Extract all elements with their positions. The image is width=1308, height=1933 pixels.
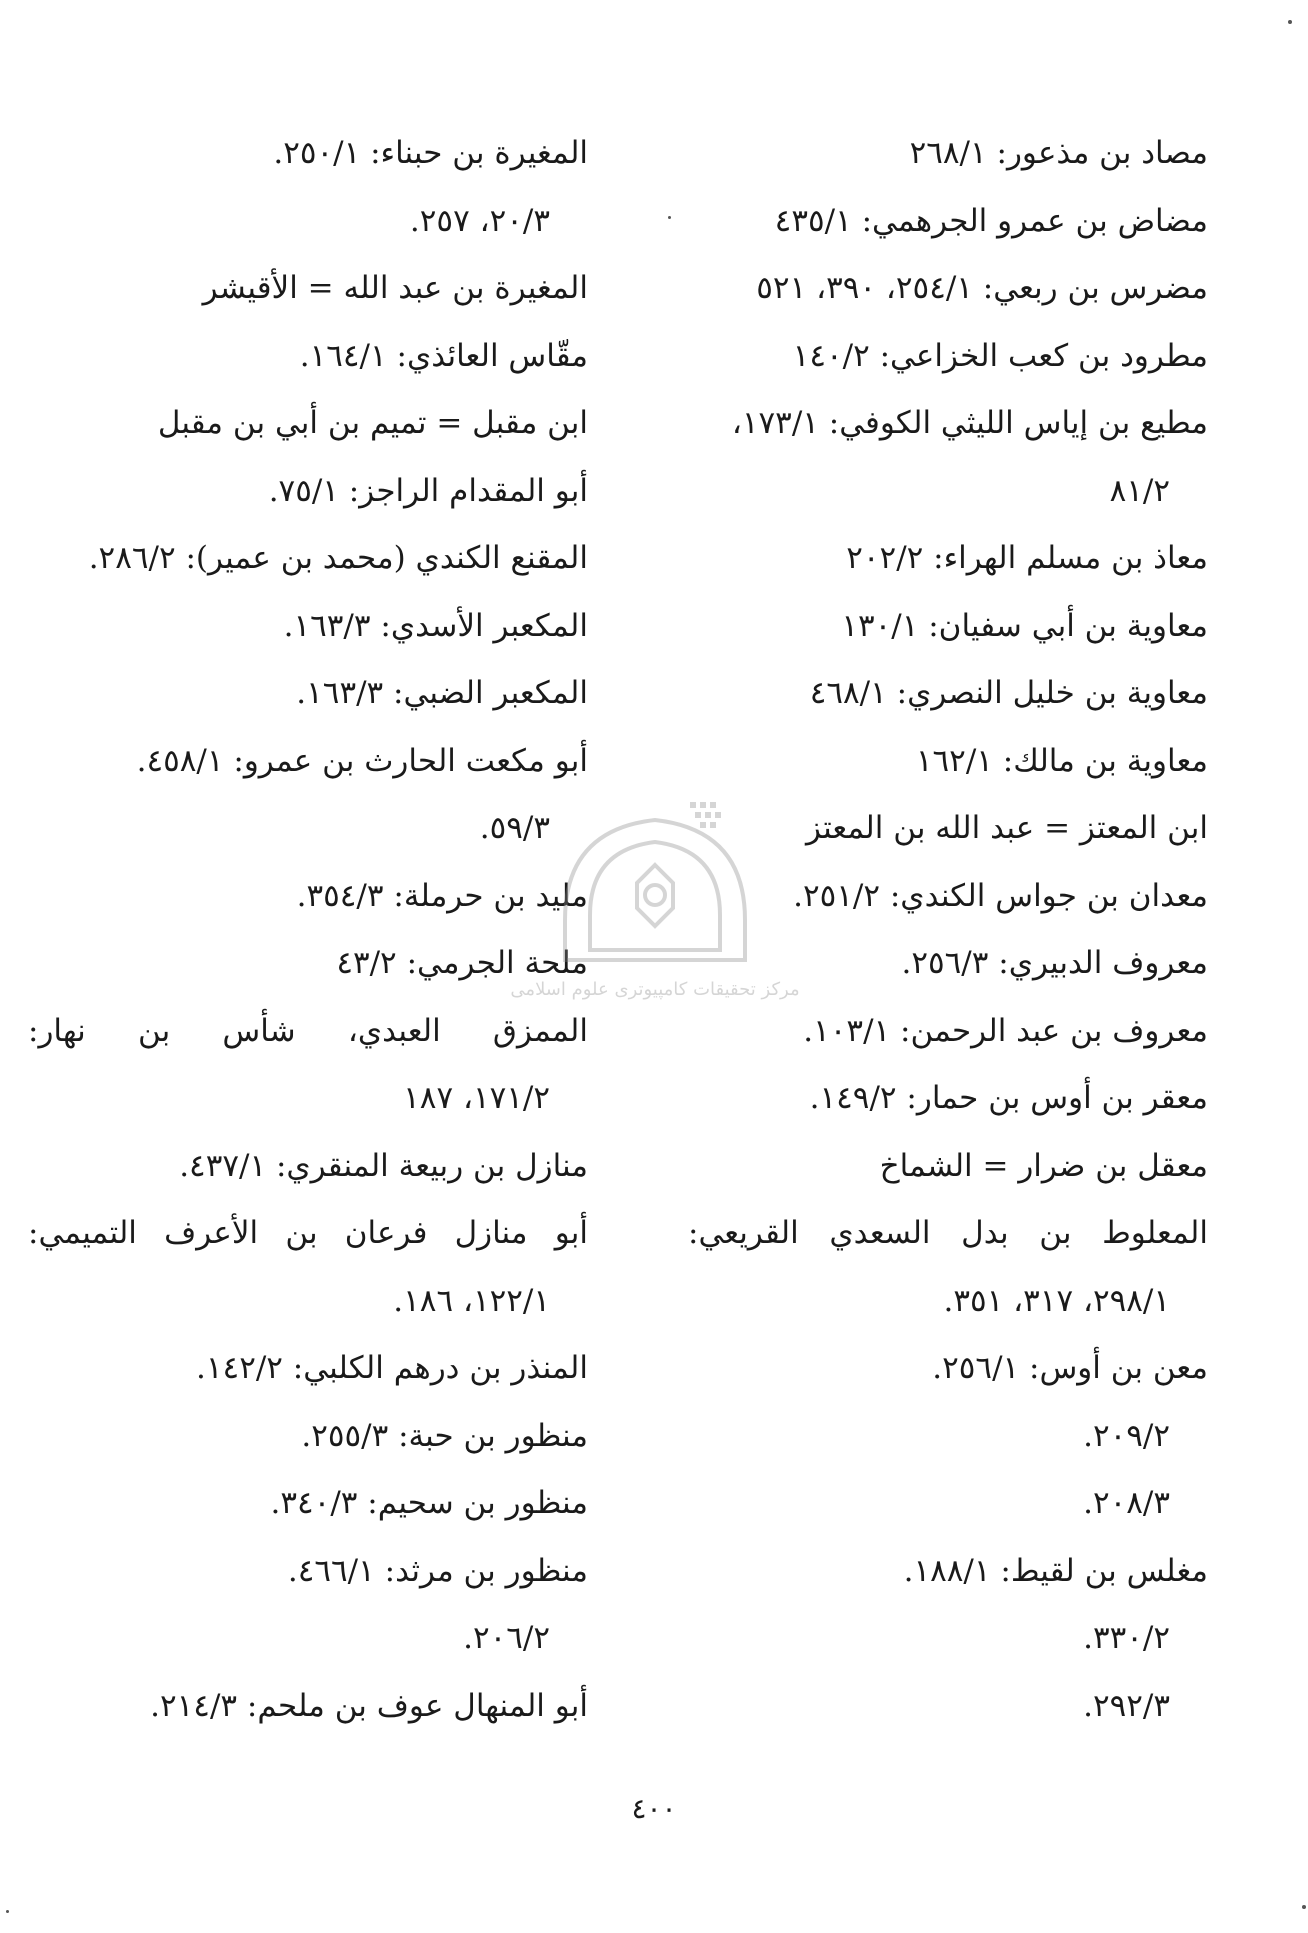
index-entry: ٢٠/٣، ٢٥٧. (409, 202, 550, 239)
index-entry: أبو المنهال عوف بن ملحم: ٢١٤/٣. (150, 1687, 588, 1724)
index-entry: ١٧١/٢، ١٨٧ (403, 1080, 550, 1116)
index-entry: منظور بن سحيم: ٣٤٠/٣. (270, 1485, 588, 1521)
index-entry: مغلس بن لقيط: ١٨٨/١. (903, 1552, 1208, 1589)
index-entry: المعلوط بن بدل السعدي القريعي: (688, 1215, 1208, 1251)
index-entry: الممزق العبدي، شأس بن نهار: (28, 1012, 588, 1049)
index-entry: مصاد بن مذعور: ٢٦٨/١ (909, 135, 1208, 171)
index-entry: مطرود بن كعب الخزاعي: ١٤٠/٢ (792, 337, 1208, 374)
index-entry: ٢٠٦/٢. (463, 1620, 550, 1656)
index-entry: أبو المقدام الراجز: ٧٥/١. (268, 472, 588, 509)
index-entry: منظور بن مرثد: ٤٦٦/١. (287, 1552, 588, 1589)
index-entry: المقنع الكندي (محمد بن عمير): ٢٨٦/٢. (88, 540, 588, 576)
index-entry: المنذر بن درهم الكلبي: ١٤٢/٢. (196, 1350, 588, 1386)
index-entry: معقر بن أوس بن حمار: ١٤٩/٢. (809, 1080, 1208, 1116)
index-entry: ٢٠٩/٢. (1083, 1417, 1170, 1454)
index-entry: معروف بن عبد الرحمن: ١٠٣/١. (803, 1012, 1208, 1049)
index-entry: المغيرة بن عبد الله = الأقيشر (202, 270, 588, 306)
index-entry: مطيع بن إياس الليثي الكوفي: ١٧٣/١، (731, 405, 1208, 441)
index-entry: منظور بن حبة: ٢٥٥/٣. (301, 1417, 588, 1454)
index-entry: معاوية بن مالك: ١٦٢/١ (915, 742, 1208, 779)
index-entry: ٣٣٠/٢. (1083, 1620, 1170, 1656)
scan-speck (668, 216, 671, 219)
index-entry: ابن مقبل = تميم بن أبي بن مقبل (157, 405, 588, 441)
index-entry: أبو منازل فرعان بن الأعرف التميمي: (28, 1215, 588, 1251)
index-entry: ٥٩/٣. (479, 810, 550, 846)
index-entry: المكعبر الأسدي: ١٦٣/٣. (283, 607, 588, 644)
index-entry: معقل بن ضرار = الشماخ (879, 1147, 1208, 1184)
index-entry: مليد بن حرملة: ٣٥٤/٣. (296, 877, 588, 914)
index-entry: معاوية بن خليل النصري: ٤٦٨/١ (809, 675, 1208, 711)
index-entry: معن بن أوس: ٢٥٦/١. (932, 1350, 1208, 1386)
index-entry: المكعبر الضبي: ١٦٣/٣. (296, 675, 588, 711)
index-entry: معاذ بن مسلم الهراء: ٢٠٢/٢ (846, 540, 1208, 576)
index-entry: ٢٩٨/١، ٣١٧، ٣٥١. (943, 1282, 1170, 1319)
index-entry: منازل بن ربيعة المنقري: ٤٣٧/١. (179, 1147, 588, 1184)
scan-speck (1302, 1905, 1306, 1909)
index-entry: ٢٩٢/٣. (1083, 1687, 1170, 1724)
index-entry: أبو مكعت الحارث بن عمرو: ٤٥٨/١. (136, 742, 588, 779)
scan-speck (1288, 20, 1292, 24)
index-entry: معروف الدبيري: ٢٥٦/٣. (901, 945, 1208, 981)
scan-speck (6, 1910, 9, 1913)
index-entry: ملحة الجرمي: ٤٣/٢ (336, 945, 588, 981)
left-column (28, 120, 588, 1740)
index-entry: ابن المعتز = عبد الله بن المعتز (805, 810, 1208, 846)
index-entry: معاوية بن أبي سفيان: ١٣٠/١ (841, 607, 1208, 644)
index-entry: ١٢٢/١، ١٨٦. (393, 1282, 550, 1319)
index-entry: ٢٠٨/٣. (1083, 1485, 1170, 1521)
index-entry: مضاض بن عمرو الجرهمي: ٤٣٥/١ (774, 202, 1208, 239)
index-entry: معدان بن جواس الكندي: ٢٥١/٢. (793, 877, 1208, 914)
index-entry: مضرس بن ربعي: ٢٥٤/١، ٣٩٠، ٥٢١ (756, 270, 1208, 306)
index-entry: المغيرة بن حبناء: ٢٥٠/١. (273, 135, 588, 171)
watermark-text: مركز تحقيقات كامپيوتری علوم اسلامی (510, 979, 800, 1000)
index-entry: ٨١/٢ (1109, 472, 1170, 509)
page-number: ٤٠٠ (631, 1792, 677, 1825)
index-entry: مقّاس العائذي: ١٦٤/١. (299, 337, 588, 374)
